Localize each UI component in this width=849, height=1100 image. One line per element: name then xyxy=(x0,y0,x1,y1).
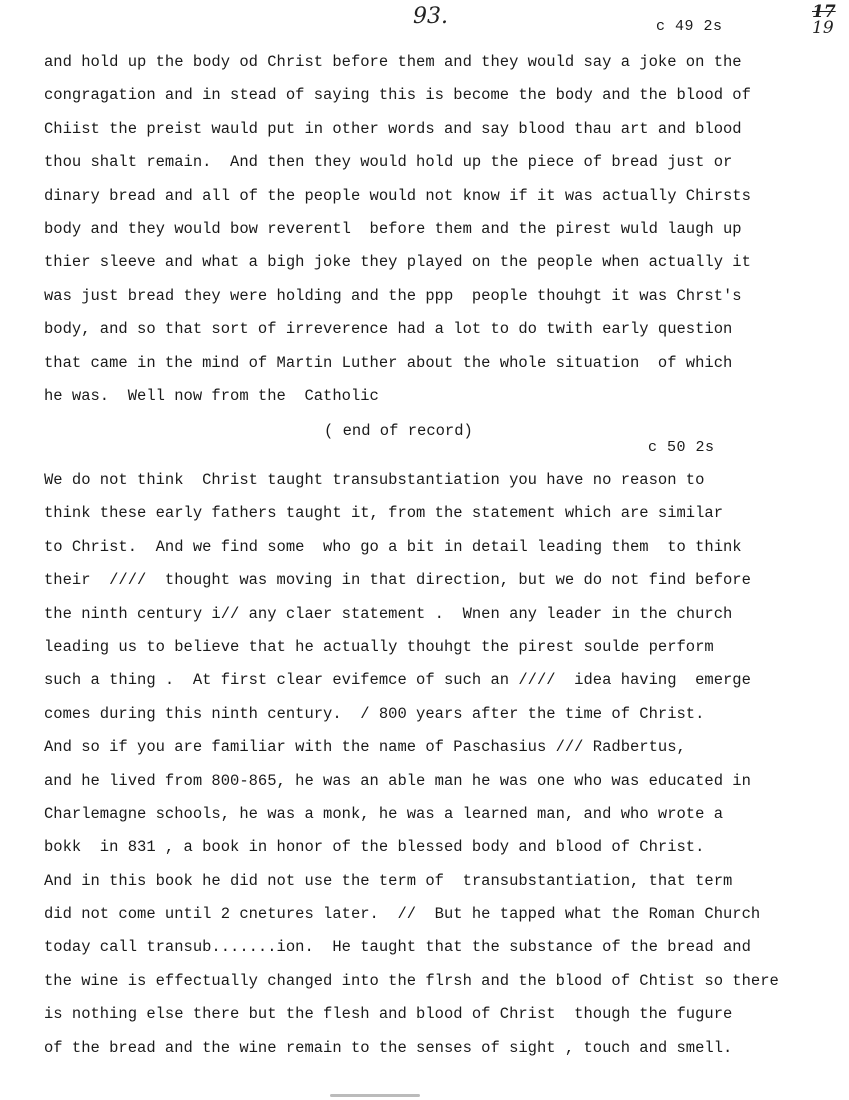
record-code-top: c 49 2s xyxy=(656,18,723,35)
text-line: did not come until 2 cnetures later. // But he tapped what the Roman Church xyxy=(44,905,761,924)
text-line: of the bread and the wine remain to the senses of sight , touch and smell. xyxy=(44,1038,733,1057)
text-line: that came in the mind of Martin Luther about the whole situation of which xyxy=(44,353,733,372)
text-block-one xyxy=(44,46,834,413)
handwritten-corner-number: 19 xyxy=(812,18,834,38)
end-of-record-marker: ( end of record) xyxy=(324,422,473,440)
text-line: their //// thought was moving in that direction, but we do not find before xyxy=(44,571,751,590)
text-line: the wine is effectually changed into the flrsh and the blood of Chtist so there xyxy=(44,971,779,990)
text-line: We do not think Christ taught transubstantiation you have no reason to xyxy=(44,471,705,489)
text-line: and hold up the body od Christ before them and they would say a joke on the xyxy=(44,53,742,71)
text-line: today call transub.......ion. He taught that the substance of the bread and xyxy=(44,938,751,957)
struck-corner-number: 17 xyxy=(812,2,836,22)
text-line: Charlemagne schools, he was a monk, he was a learned man, and who wrote a xyxy=(44,804,724,823)
text-line: thou shalt remain. And then they would hold up the piece of bread just or xyxy=(44,153,733,172)
text-line: and he lived from 800-865, he was an able man he was one who was educated in xyxy=(44,771,751,790)
text-line: he was. Well now from the Catholic xyxy=(44,386,379,405)
record-code-mid: c 50 2s xyxy=(648,439,715,456)
text-line: body and they would bow reverentl before them and the pirest wuld laugh up xyxy=(44,219,742,238)
text-line: congragation and in stead of saying this is become the body and the blood of xyxy=(44,86,751,105)
text-line: the ninth century i// any claer statement . Wnen any leader in the church xyxy=(44,604,733,623)
text-line: dinary bread and all of the people would not know if it was actually Chirsts xyxy=(44,186,751,205)
scan-smudge xyxy=(330,1094,420,1097)
text-line: bokk in 831 , a book in honor of the blessed body and blood of Christ. xyxy=(44,838,705,857)
text-block-two xyxy=(44,464,834,1065)
text-line: comes during this ninth century. / 800 years after the time of Christ. xyxy=(44,704,705,723)
text-line: to Christ. And we find some who go a bit in detail leading them to think xyxy=(44,537,742,556)
text-line: such a thing . At first clear evifemce of such an //// idea having emerge xyxy=(44,671,751,690)
text-line: think these early fathers taught it, from the statement which are similar xyxy=(44,504,724,523)
text-line: leading us to believe that he actually thouhgt the pirest soulde perform xyxy=(44,637,714,656)
text-line: Chiist the preist wauld put in other words and say blood thau art and blood xyxy=(44,119,742,138)
text-line: was just bread they were holding and the ppp people thouhgt it was Chrst's xyxy=(44,286,742,305)
text-line: And so if you are familiar with the name of Paschasius /// Radbertus, xyxy=(44,738,686,757)
text-line: body, and so that sort of irreverence had a lot to do twith early question xyxy=(44,320,733,339)
handwritten-page-number: 93. xyxy=(413,4,448,29)
text-line: is nothing else there but the flesh and blood of Christ though the fugure xyxy=(44,1005,733,1024)
text-line: thier sleeve and what a bigh joke they played on the people when actually it xyxy=(44,253,751,272)
text-line: And in this book he did not use the term of transubstantiation, that term xyxy=(44,871,733,890)
